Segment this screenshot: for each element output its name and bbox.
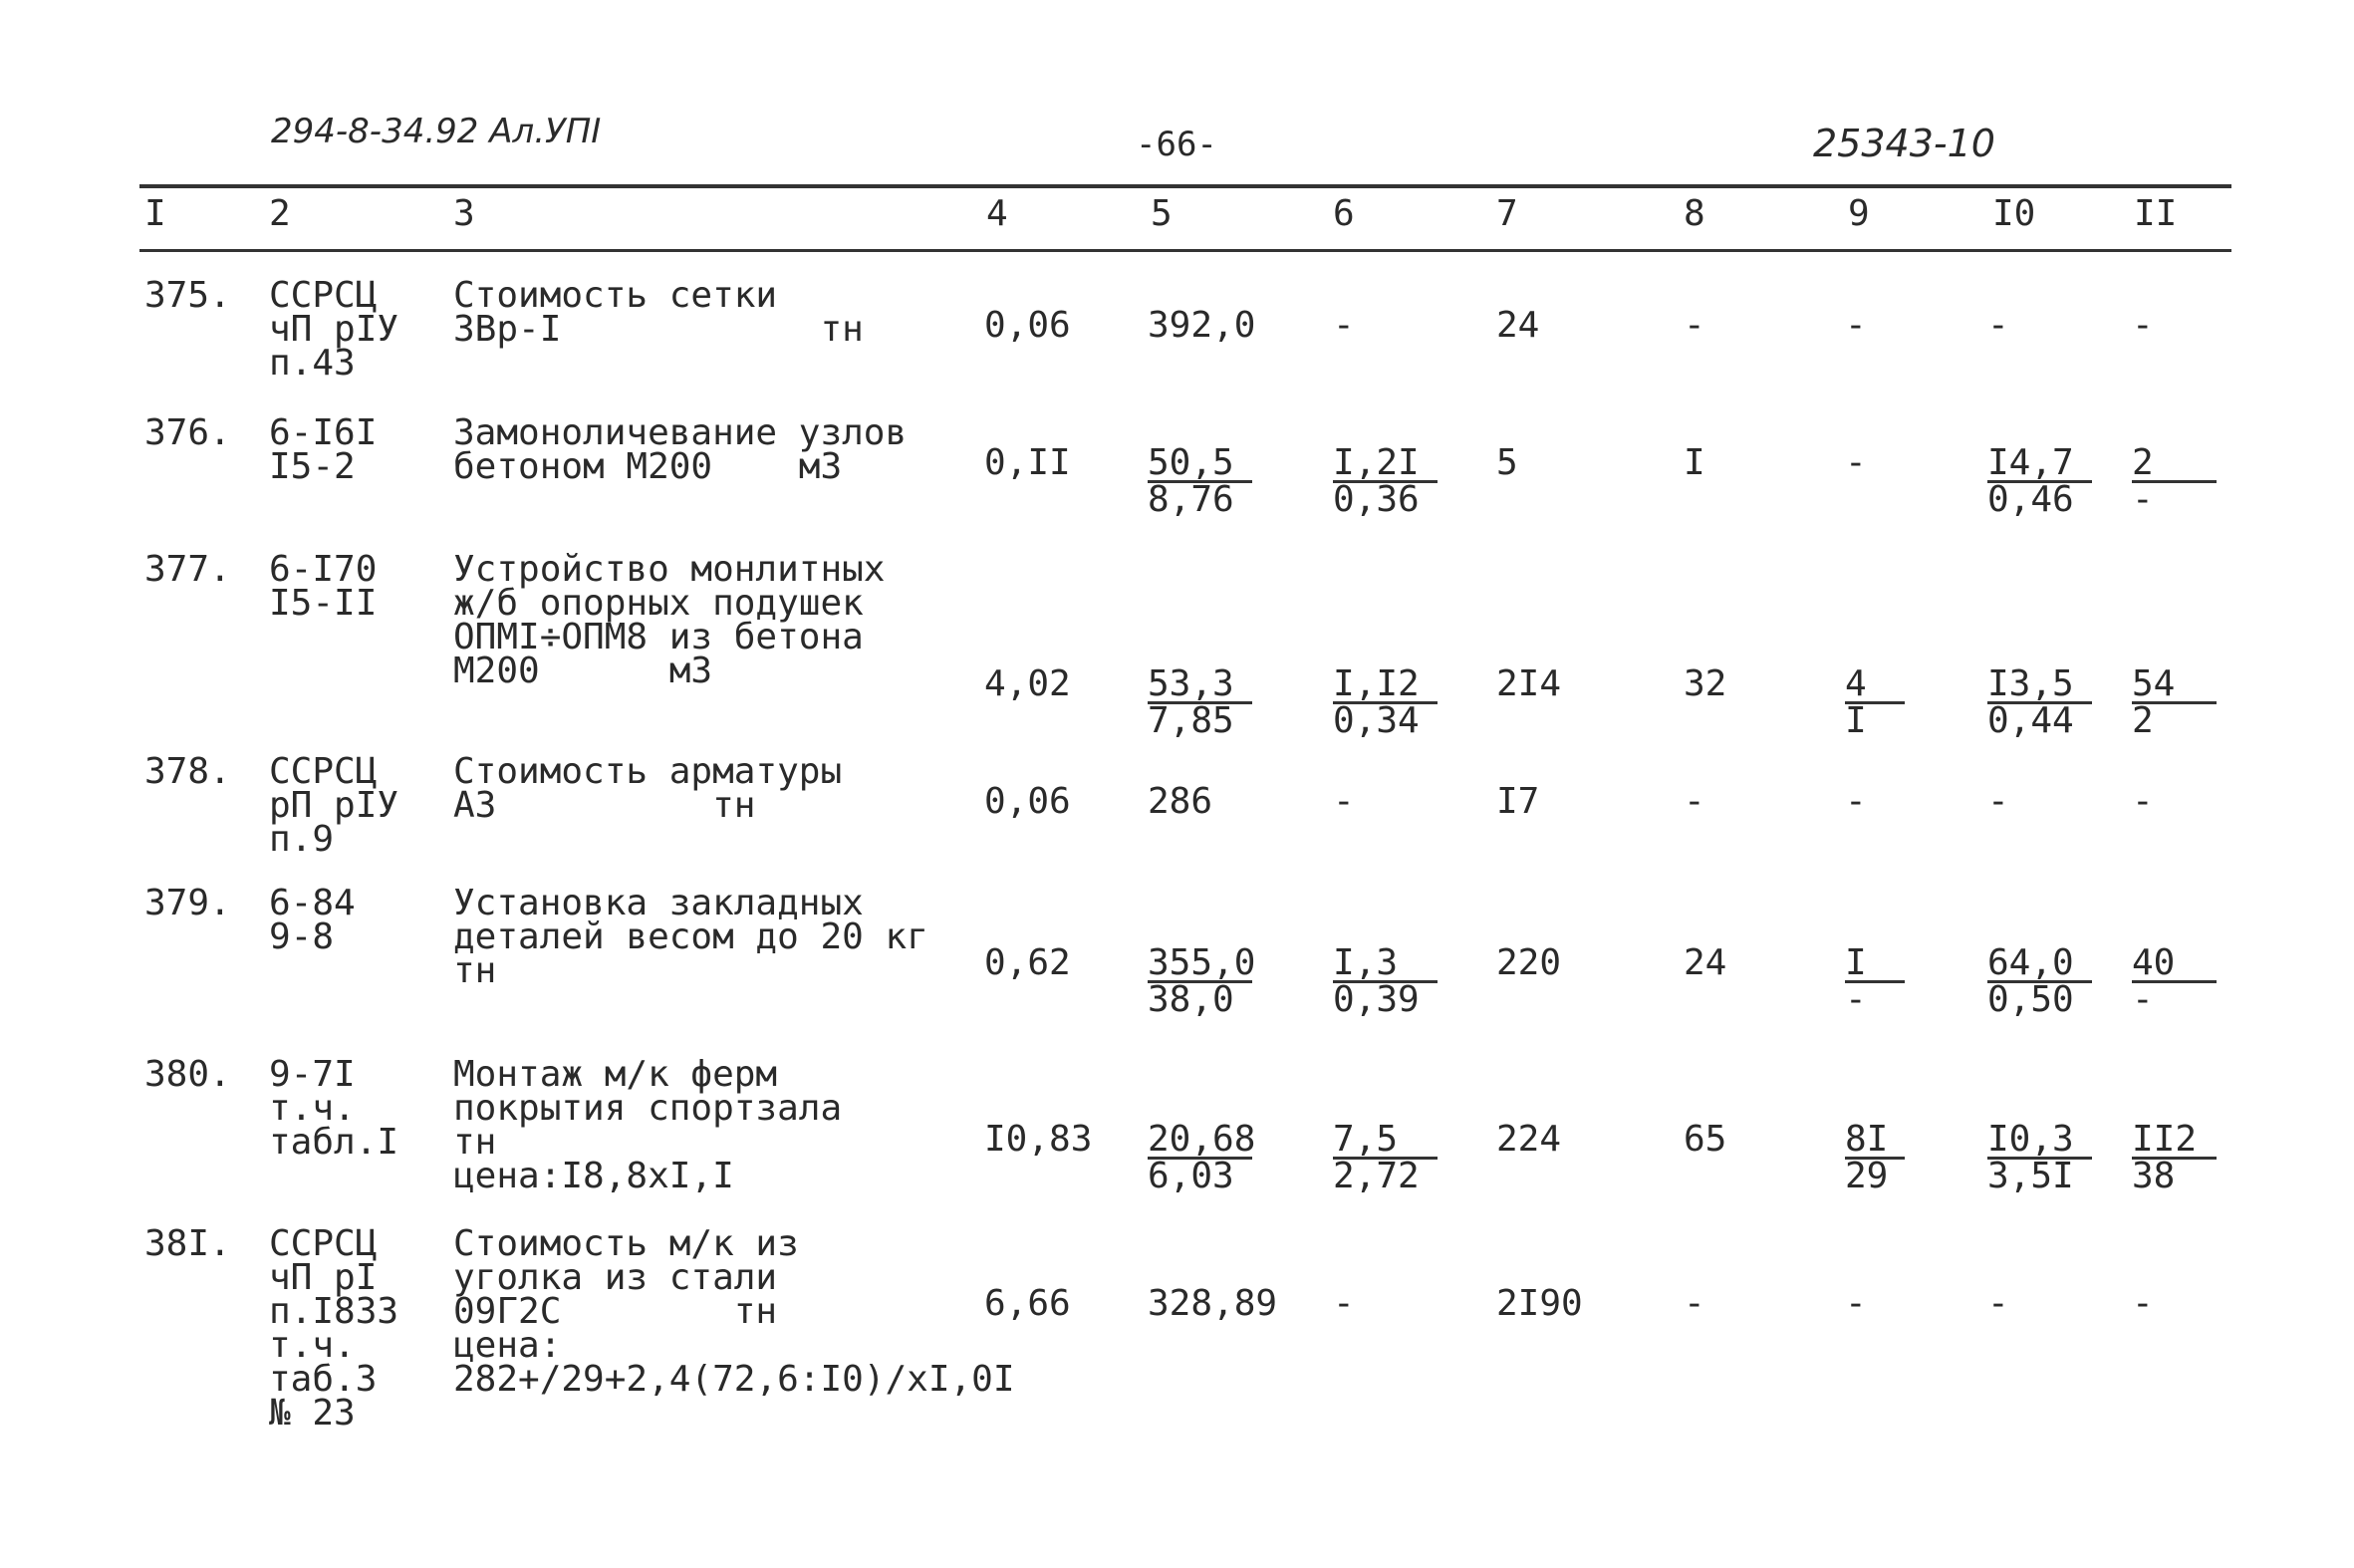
- unit-cost-numerator: 53,3: [1148, 667, 1252, 704]
- quantity: I0,83: [984, 1119, 1093, 1160]
- labor-total-fraction: [2132, 442, 2217, 520]
- column-header: 2: [269, 193, 291, 234]
- table-top-rule: [139, 184, 2231, 188]
- labor-unit-denominator: 3,5I: [1987, 1156, 2074, 1196]
- labor-total-fraction: [2132, 942, 2217, 1020]
- machine-cost-fraction: [1845, 1119, 1905, 1196]
- labor-total-numerator: 54: [2132, 667, 2217, 704]
- work-description: Установка закладных деталей весом до 20 кг тн: [453, 883, 928, 991]
- machine-cost: -: [1845, 1283, 1867, 1324]
- unit-cost: 286: [1148, 781, 1213, 822]
- quantity: 4,02: [984, 663, 1071, 704]
- table-header-rule: [139, 249, 2231, 252]
- unit-wages-denominator: 0,39: [1333, 979, 1420, 1020]
- machine-cost-denominator: I: [1845, 700, 1867, 741]
- norm-code: ССРСЦ чП рIУ п.43: [269, 275, 399, 384]
- row-number: 376.: [144, 412, 231, 453]
- machine-cost-denominator: 29: [1845, 1156, 1889, 1196]
- unit-cost: 392,0: [1148, 305, 1256, 346]
- machine-cost-numerator: 4: [1845, 667, 1905, 704]
- unit-cost-denominator: 8,76: [1148, 479, 1234, 520]
- labor-total: -: [2132, 305, 2154, 346]
- unit-cost-denominator: 6,03: [1148, 1156, 1234, 1196]
- column-header: 9: [1848, 193, 1870, 234]
- column-header: II: [2134, 193, 2178, 234]
- labor-total-numerator: II2: [2132, 1123, 2217, 1160]
- quantity: 0,II: [984, 442, 1071, 483]
- unit-wages-fraction: [1333, 442, 1438, 520]
- norm-code: 6-I70 I5-II: [269, 549, 378, 624]
- unit-cost-numerator: 355,0: [1148, 942, 1256, 983]
- header-doc-code: 294-8-34.92 Ал.УПI: [271, 112, 602, 151]
- labor-total-fraction: [2132, 1119, 2217, 1196]
- labor-unit-denominator: 0,46: [1987, 479, 2074, 520]
- quantity: 0,62: [984, 942, 1071, 983]
- machine-cost-fraction: [1845, 663, 1905, 741]
- unit-cost-numerator: 50,5: [1148, 446, 1252, 483]
- column-header: 6: [1333, 193, 1355, 234]
- labor-unit-fraction: [1987, 442, 2092, 520]
- total-cost: 224: [1496, 1119, 1562, 1160]
- labor-total-denominator: -: [2132, 479, 2154, 520]
- labor-unit-numerator: I3,5: [1987, 667, 2092, 704]
- labor-total-fraction: [2132, 663, 2217, 741]
- labor-unit-denominator: 0,50: [1987, 979, 2074, 1020]
- labor-unit-fraction: [1987, 663, 2092, 741]
- wages-total: -: [1684, 1283, 1705, 1324]
- row-number: 375.: [144, 275, 231, 316]
- wages-total: -: [1684, 305, 1705, 346]
- labor-unit-numerator: 64,0: [1987, 946, 2092, 983]
- wages-total: 24: [1684, 942, 1727, 983]
- machine-cost-numerator: 8I: [1845, 1123, 1905, 1160]
- wages-total: -: [1684, 781, 1705, 822]
- column-header: 7: [1496, 193, 1518, 234]
- work-description: Стоимость м/к из уголка из стали 09Г2С тн цена: 282+/29+2,4(72,6:I0)/хI,0I: [453, 1223, 1015, 1400]
- machine-cost-fraction: [1845, 942, 1905, 1020]
- total-cost: I7: [1496, 781, 1540, 822]
- labor-total-denominator: -: [2132, 979, 2154, 1020]
- norm-code: 6-84 9-8: [269, 883, 356, 957]
- labor-total-denominator: 2: [2132, 700, 2154, 741]
- unit-cost: 328,89: [1148, 1283, 1278, 1324]
- labor-total: -: [2132, 1283, 2154, 1324]
- unit-cost-numerator: 20,68: [1148, 1119, 1256, 1160]
- labor-unit-fraction: [1987, 1119, 2092, 1196]
- norm-code: 6-I6I I5-2: [269, 412, 378, 487]
- wages-total: 65: [1684, 1119, 1727, 1160]
- total-cost: 2I90: [1496, 1283, 1583, 1324]
- unit-wages-fraction: [1333, 1119, 1438, 1196]
- unit-cost-denominator: 7,85: [1148, 700, 1234, 741]
- work-description: Монтаж м/к ферм покрытия спортзала тн цена:I8,8хI,I: [453, 1054, 843, 1196]
- unit-wages-fraction: [1333, 942, 1438, 1020]
- unit-wages-fraction: [1333, 663, 1438, 741]
- unit-wages-numerator: I,I2: [1333, 667, 1438, 704]
- labor-unit: -: [1987, 781, 2009, 822]
- total-cost: 2I4: [1496, 663, 1562, 704]
- unit-cost-fraction: [1148, 942, 1256, 1020]
- machine-cost-numerator: I: [1845, 946, 1905, 983]
- unit-wages: -: [1333, 781, 1355, 822]
- work-description: Устройство монлитных ж/б опорных подушек ОПМI÷ОПМ8 из бетона М200 м3: [453, 549, 886, 691]
- header-stamp: 25343-10: [1813, 122, 1995, 165]
- row-number: 380.: [144, 1054, 231, 1095]
- labor-total-numerator: 2: [2132, 446, 2217, 483]
- unit-cost-fraction: [1148, 663, 1252, 741]
- labor-unit-fraction: [1987, 942, 2092, 1020]
- norm-code: 9-7I т.ч. табл.I: [269, 1054, 399, 1163]
- labor-total-denominator: 38: [2132, 1156, 2176, 1196]
- labor-unit-numerator: I0,3: [1987, 1123, 2092, 1160]
- wages-total: 32: [1684, 663, 1727, 704]
- unit-wages: -: [1333, 1283, 1355, 1324]
- column-header: I0: [1992, 193, 2036, 234]
- row-number: 377.: [144, 549, 231, 590]
- quantity: 0,06: [984, 781, 1071, 822]
- machine-cost: -: [1845, 442, 1867, 483]
- row-number: 38I.: [144, 1223, 231, 1264]
- unit-cost-fraction: [1148, 442, 1252, 520]
- machine-cost-denominator: -: [1845, 979, 1867, 1020]
- total-cost: 220: [1496, 942, 1562, 983]
- labor-unit-denominator: 0,44: [1987, 700, 2074, 741]
- column-header: 5: [1151, 193, 1173, 234]
- total-cost: 5: [1496, 442, 1518, 483]
- labor-unit-numerator: I4,7: [1987, 446, 2092, 483]
- work-description: Стоимость сетки 3Вр-I тн: [453, 275, 864, 350]
- quantity: 0,06: [984, 305, 1071, 346]
- machine-cost: -: [1845, 781, 1867, 822]
- labor-unit: -: [1987, 1283, 2009, 1324]
- unit-cost-denominator: 38,0: [1148, 979, 1234, 1020]
- column-header: 3: [453, 193, 475, 234]
- unit-wages-numerator: I,3: [1333, 946, 1438, 983]
- total-cost: 24: [1496, 305, 1540, 346]
- norm-code: ССРСЦ чП рI п.I833 т.ч. таб.3 № 23: [269, 1223, 399, 1434]
- machine-cost: -: [1845, 305, 1867, 346]
- unit-wages-numerator: 7,5: [1333, 1123, 1438, 1160]
- quantity: 6,66: [984, 1283, 1071, 1324]
- column-header: 8: [1684, 193, 1705, 234]
- unit-wages: -: [1333, 305, 1355, 346]
- labor-total-numerator: 40: [2132, 946, 2217, 983]
- unit-cost-fraction: [1148, 1119, 1256, 1196]
- column-header: 4: [986, 193, 1008, 234]
- row-number: 378.: [144, 751, 231, 792]
- work-description: Замоноличевание узлов бетоном М200 м3: [453, 412, 908, 487]
- norm-code: ССРСЦ рП рIУ п.9: [269, 751, 399, 860]
- labor-unit: -: [1987, 305, 2009, 346]
- wages-total: I: [1684, 442, 1705, 483]
- unit-wages-denominator: 0,36: [1333, 479, 1420, 520]
- labor-total: -: [2132, 781, 2154, 822]
- column-header: I: [144, 193, 166, 234]
- work-description: Стоимость арматуры А3 тн: [453, 751, 843, 826]
- unit-wages-denominator: 0,34: [1333, 700, 1420, 741]
- unit-wages-numerator: I,2I: [1333, 446, 1438, 483]
- unit-wages-denominator: 2,72: [1333, 1156, 1420, 1196]
- header-page-number: -66-: [1136, 125, 1217, 164]
- row-number: 379.: [144, 883, 231, 923]
